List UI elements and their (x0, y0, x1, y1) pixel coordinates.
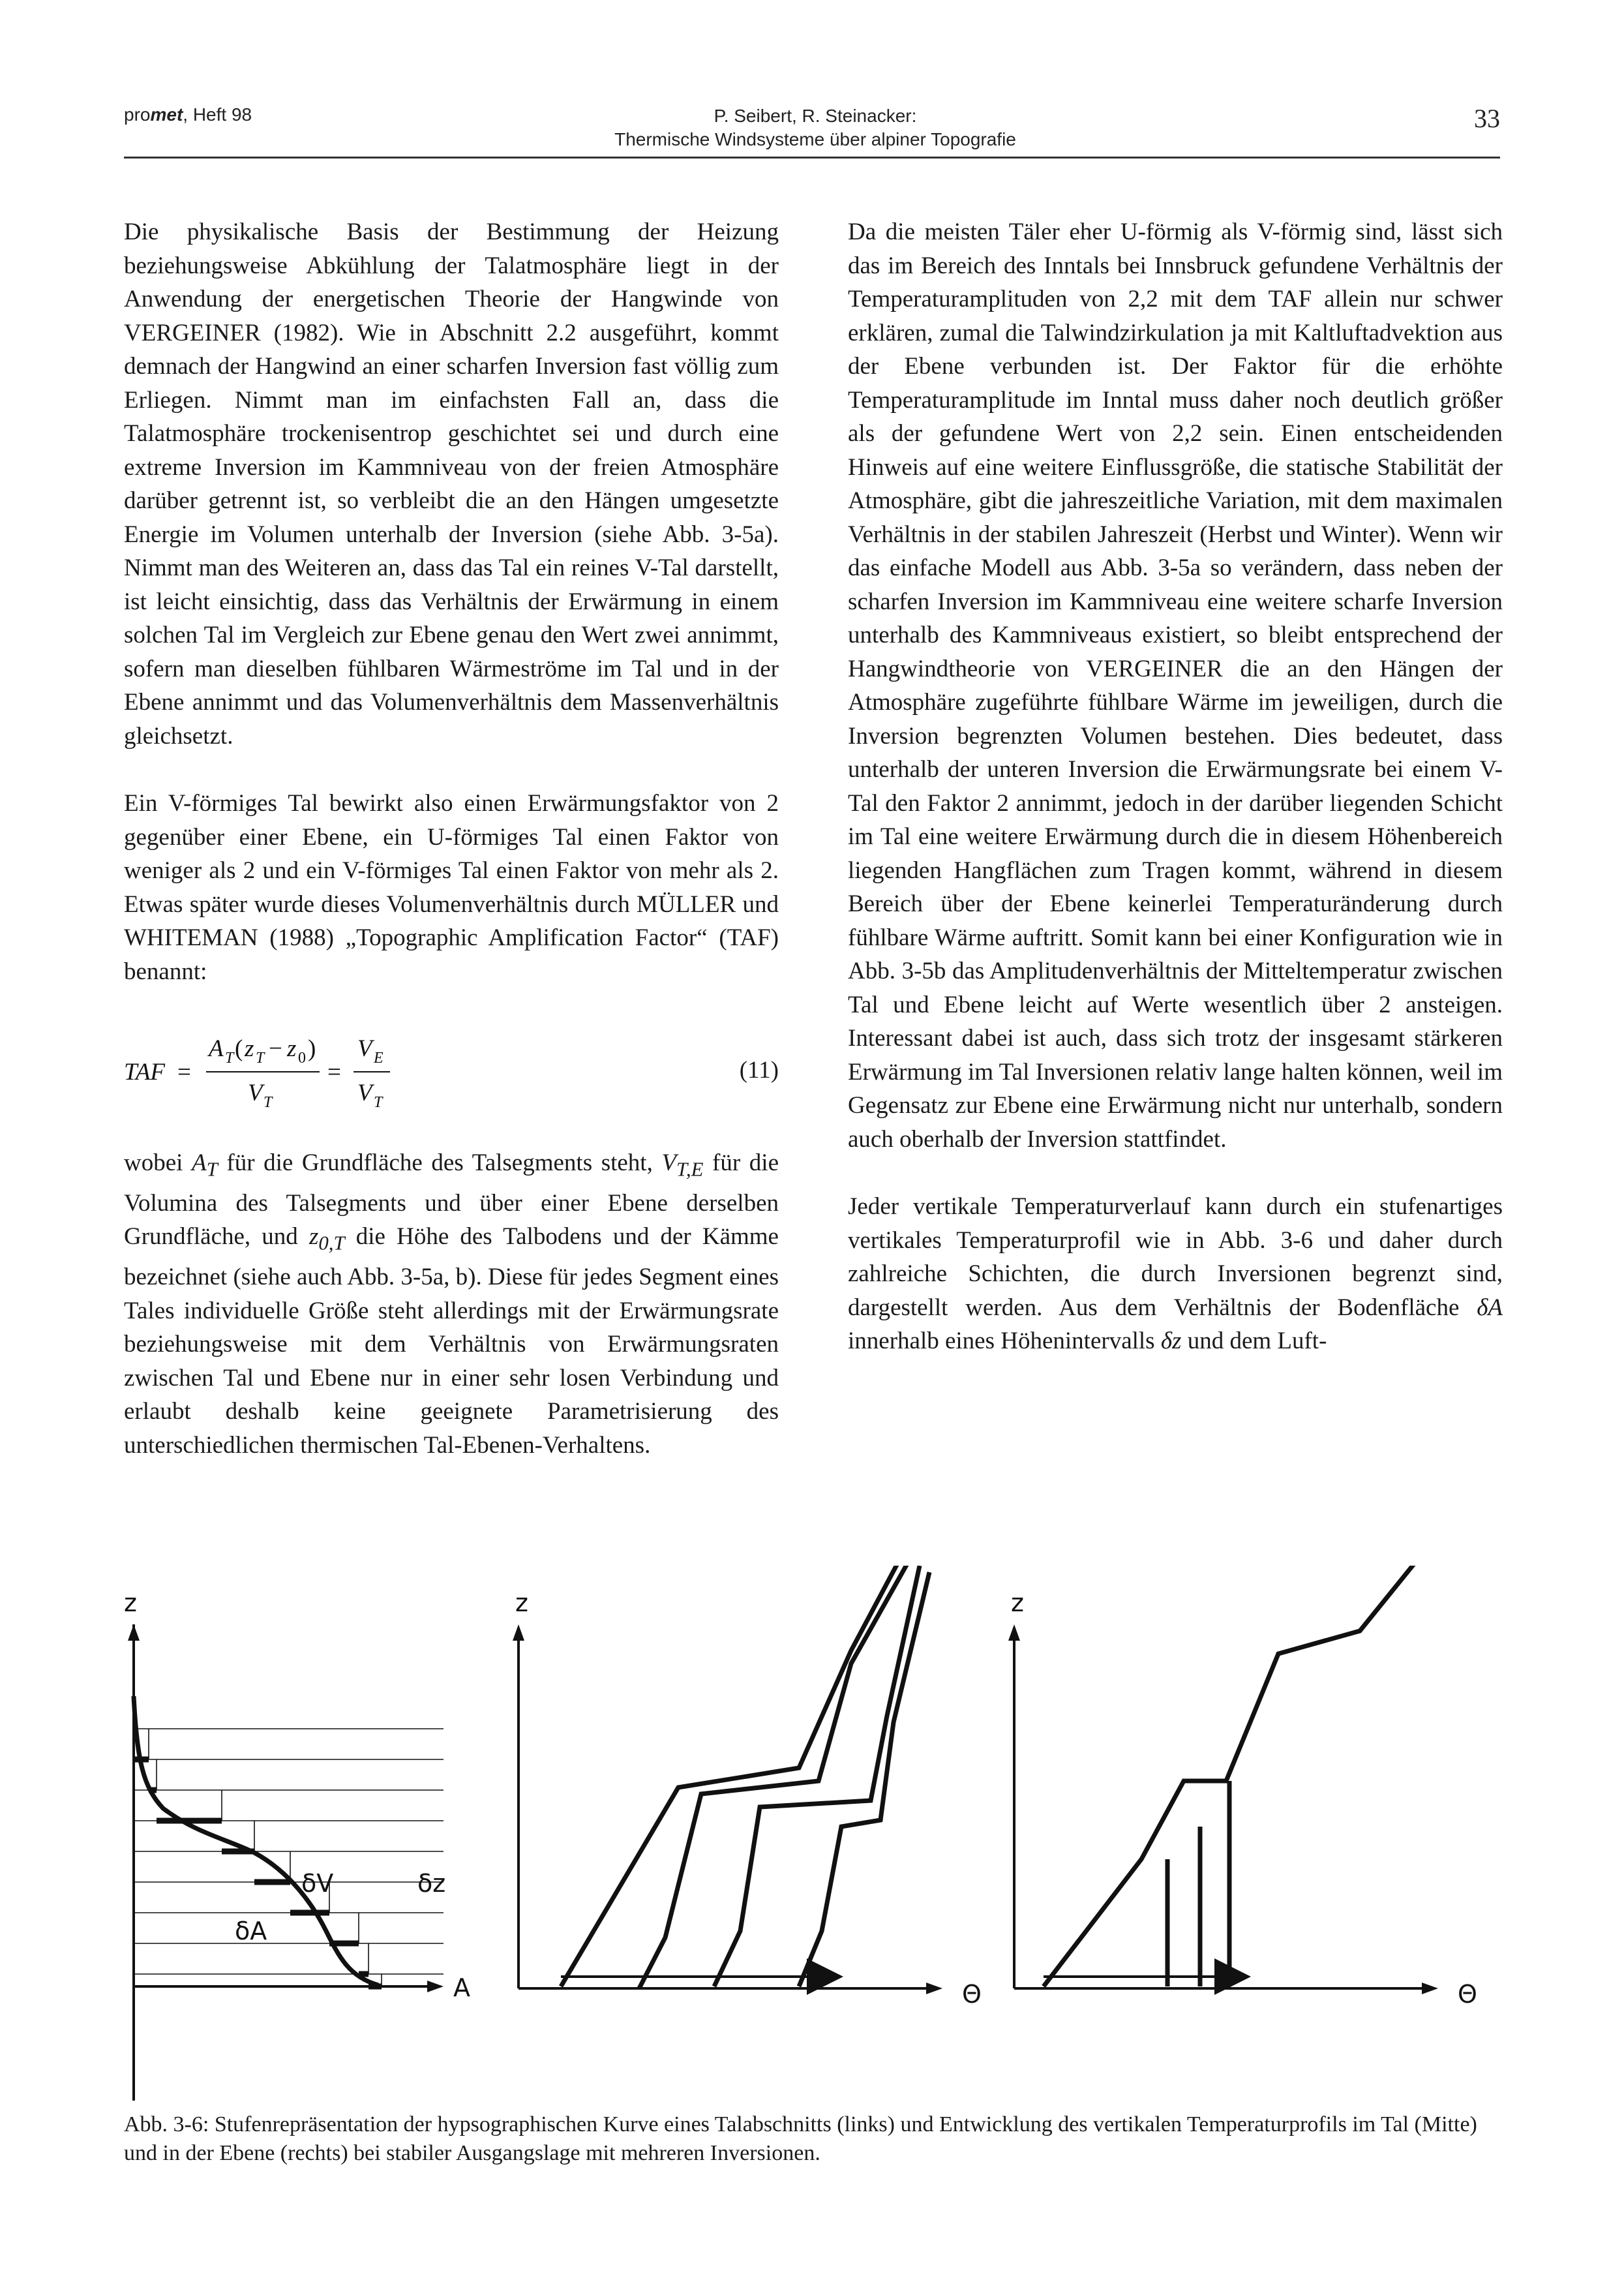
panel-right (1008, 1566, 1438, 1994)
eq-den2-sub: T (374, 1094, 383, 1111)
arrow-z-icon (1008, 1624, 1020, 1641)
valley-profiles (561, 1566, 929, 1988)
header-rule (124, 157, 1500, 159)
label-z-left: z (124, 1588, 137, 1617)
label-da: δA (235, 1917, 267, 1945)
label-a: A (453, 1973, 470, 2002)
eq-num2: V (357, 1035, 372, 1062)
label-dv: δV (301, 1869, 334, 1898)
right-column (848, 215, 1503, 1392)
panel-middle (513, 1566, 942, 1994)
label-theta-right: Θ (1458, 1980, 1477, 2009)
equation-graphic (124, 1022, 580, 1120)
equation-number: (11) (739, 1057, 779, 1084)
journal-name: promet, Heft 98 (124, 104, 252, 125)
eq-den2: V (357, 1080, 372, 1106)
plain-profiles (1044, 1566, 1415, 1986)
eq-num1-close: ) (308, 1035, 316, 1062)
authors: P. Seibert, R. Steinacker: (714, 106, 917, 126)
label-dz: δz (417, 1869, 446, 1898)
label-theta-middle: Θ (962, 1980, 982, 2009)
eq-num1-A: A (209, 1035, 224, 1062)
layer-lines (134, 1729, 444, 1974)
arrow-z-icon (513, 1624, 524, 1641)
equation-taf (124, 1022, 779, 1120)
eq-num1-sub: T (225, 1050, 234, 1067)
paragraph: Die physikalische Basis der Bestimmung der Heizung beziehungsweise Abkühlung der Talatmosphäre liegt in der Anwendung der energetischen Theorie der Hangwinde von VERGEINER (1982). Wie in Abschnitt 2.2 ausgeführt, kommt demnach der Hangwind an einer scharfen Inversion fast völlig zum Erliegen. Nimmt man im einfachsten Fall an, dass die Talatmosphäre trockenisentrop geschichtet sei und durch eine extreme Inversion im Kammniveau von der freien Atmosphäre darüber getrennt ist, so verbleibt die an den Hängen umgesetzte Energie im Volumen unterhalb der Inversion (siehe Abb. 3-5a). Nimmt man des Weiteren an, dass das Tal ein reines V-Tal darstellt, ist leicht einsichtig, dass das Verhältnis der Erwärmung in einem solchen Tal im Vergleich zur Ebene genau den Wert zwei annimmt, sofern man dieselben fühlbaren Wärmeströme im Tal und in der Ebene annimmt und das Volumenverhältnis dem Massenverhältnis gleichsetzt. (124, 219, 779, 750)
figure-3-6 (124, 1566, 1500, 2101)
eq-num1-z2-sub: 0 (298, 1050, 306, 1067)
label-z-right: z (1011, 1588, 1024, 1617)
panel-left (128, 1624, 444, 2101)
label-z-middle: z (515, 1588, 528, 1617)
eq-num1-z1: z (245, 1035, 254, 1062)
arrow-theta-icon (1422, 1983, 1438, 1994)
eq-den1: V (248, 1080, 263, 1106)
page-number: 33 (1474, 104, 1500, 133)
article-title: Thermische Windsysteme über alpiner Topografie (614, 129, 1016, 149)
eq-num1-z2: z (287, 1035, 297, 1062)
arrow-a-icon (427, 1981, 444, 1992)
paragraph: wobei $A_T$ für die Grundfläche des Talsegments steht, $V_{T,E}$ für die Volumina des Talsegments und über einer Ebene derselben Grundfläche, und $z_{0,T}$ die Höhe des Talbodens und der Kämme bezeichnet (siehe auch Abb. 3-5a, b). Diese für jedes Segment eines Tales individuelle Größe steht allerdings mit der Erwärmungsrate beziehungsweise mit dem Verhältnis von Erwärmungsraten zwischen Tal und Ebene nur in einer sehr losen Verbindung und erlaubt deshalb keine geeignete Parametrisierung des unterschiedlichen thermischen Tal-Ebenen-Verhaltens. (124, 1149, 779, 1459)
eq-num1-minus: − (269, 1035, 282, 1062)
paragraph: Ein V-förmiges Tal bewirkt also einen Erwärmungsfaktor von 2 gegenüber einer Ebene, ein U-förmiges Tal einen Faktor von weniger als 2 und ein V-förmiges Tal einen Faktor von mehr als 2. Etwas später wurde dieses Volumenverhältnis durch MÜLLER und WHITEMAN (1988) „Topographic Amplification Factor“ (TAF) benannt: (124, 790, 779, 985)
eq-den1-sub: T (263, 1094, 273, 1111)
eq-num1-z1-sub: T (256, 1050, 265, 1067)
eq-num2-sub: E (374, 1050, 383, 1067)
eq-lhs: TAF (124, 1059, 166, 1086)
figure-caption: Abb. 3-6: Stufenrepräsentation der hypsographischen Kurve eines Talabschnitts (links) und Entwicklung des vertikalen Temperaturprofils im Tal (Mitte) und in der Ebene (rechts) bei stabiler Ausgangslage mit mehreren Inversionen. (124, 2112, 1477, 2165)
eq-sign-2: = (327, 1059, 341, 1086)
eq-sign: = (177, 1059, 191, 1086)
arrow-theta-icon (926, 1983, 942, 1994)
running-title (587, 104, 1044, 151)
paragraph: Jeder vertikale Temperaturverlauf kann durch ein stufenartiges vertikales Temperaturprofil wie in Abb. 3-6 und daher durch zahlreiche Schichten, die durch Inversionen begrenzt sind, dargestellt werden. Aus dem Verhältnis der Bodenfläche δA innerhalb eines Höhenintervalls δz und dem Luft- (848, 1193, 1503, 1354)
step-treads (134, 1759, 382, 1986)
left-column (124, 215, 779, 1496)
eq-num1-open: ( (235, 1035, 243, 1062)
paragraph: Da die meisten Täler eher U-förmig als V-förmig sind, lässt sich das im Bereich des Inntals bei Innsbruck gefundene Verhältnis der Temperaturamplituden von 2,2 mit dem TAF allein nur schwer erklären, zumal die Talwindzirkulation ja mit Kaltluftadvektion aus der Ebene verbunden ist. Der Faktor für die erhöhte Temperaturamplitude im Inntal muss daher noch deutlich größer als der gefundene Wert von 2,2 sein. Einen entscheidenden Hinweis auf eine weitere Einflussgröße, die statische Stabilität der Atmosphäre, gibt die jahreszeitliche Variation, mit dem maximalen Verhältnis in der stabilen Jahreszeit (Herbst und Winter). Wenn wir das einfache Modell aus Abb. 3-5a so verändern, dass neben der scharfen Inversion im Kammniveau eine weitere scharfe Inversion unterhalb des Kammniveaus existiert, so bleibt entsprechend der Hangwindtheorie von VERGEINER die an den Hängen der Atmosphäre zugeführte fühlbare Wärme im jeweiligen, durch die Inversion begrenzten Volumen bestehen. Dies bedeutet, dass unterhalb der unteren Inversion die Erwärmungsrate bei einem V-Tal den Faktor 2 annimmt, jedoch in der darüber liegenden Schicht im Tal eine weitere Erwärmung durch die in diesem Höhenbereich liegenden Hangflächen zum Tragen kommt, während in diesem Bereich über der Ebene keinerlei Temperaturänderung durch fühlbare Wärme auftritt. Somit kann bei einer Konfiguration wie in Abb. 3-5b das Amplitudenverhältnis der Mitteltemperatur zwischen Tal und Ebene leicht auf Werte wesentlich über 2 ansteigen. Interessant dabei ist auch, dass sich trotz der insgesamt stärkeren Erwärmung im Tal Inversionen relativ lange halten können, weil im Gegensatz zur Ebene eine Erwärmung nicht nur unterhalb, sondern auch oberhalb der Inversion stattfindet. (848, 219, 1503, 1153)
